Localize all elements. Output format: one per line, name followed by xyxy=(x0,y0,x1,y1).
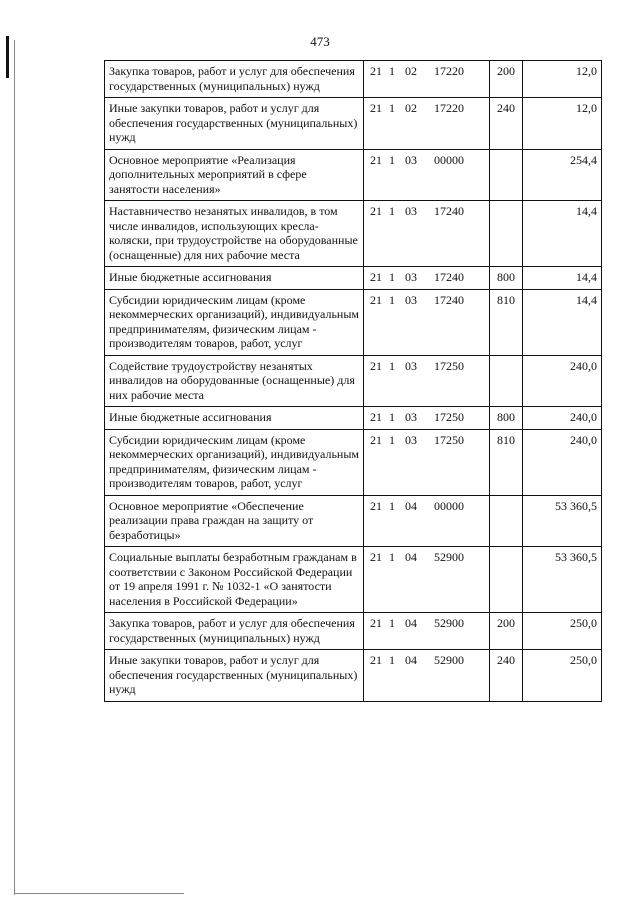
code-subprogram: 1 xyxy=(389,616,395,630)
row-expense-type: 200 xyxy=(490,61,523,98)
table-row xyxy=(105,355,602,407)
table-row xyxy=(105,613,602,650)
row-description: Содействие трудоустройству незанятых инвалидов на оборудованные (оснащенные) для них рабочие места xyxy=(105,355,364,407)
code-subprogram: 1 xyxy=(389,432,395,447)
code-event: 04 xyxy=(405,498,417,513)
table-row xyxy=(105,495,602,547)
code-subprogram: 1 xyxy=(389,101,395,115)
margin-rule xyxy=(14,40,15,895)
table-row xyxy=(105,149,602,201)
code-event: 03 xyxy=(405,358,417,373)
row-description: Закупка товаров, работ и услуг для обеспечения государственных (муниципальных) нужд xyxy=(105,613,364,650)
code-direction: 17240 xyxy=(434,292,464,307)
code-subprogram: 1 xyxy=(389,550,395,564)
row-classification-code xyxy=(364,407,490,430)
code-program: 21 xyxy=(370,653,382,667)
code-direction: 17250 xyxy=(434,410,464,424)
code-program: 21 xyxy=(370,498,382,513)
code-direction: 52900 xyxy=(434,550,464,564)
code-event: 04 xyxy=(405,616,417,630)
table-row xyxy=(105,407,602,430)
code-direction: 52900 xyxy=(434,653,464,667)
code-program: 21 xyxy=(370,550,382,564)
code-event: 03 xyxy=(405,410,417,424)
row-classification-code xyxy=(364,547,490,613)
code-subprogram: 1 xyxy=(389,64,395,78)
row-classification-code xyxy=(364,355,490,407)
row-classification-code xyxy=(364,149,490,201)
code-direction: 17240 xyxy=(434,204,464,218)
row-expense-type xyxy=(490,495,523,547)
code-direction: 52900 xyxy=(434,616,464,630)
row-description: Наставничество незанятых инвалидов, в том числе инвалидов, использующих кресла-коляски, при трудоустройстве на оборудованные (оснащенные) для них рабочие места xyxy=(105,201,364,267)
code-event: 03 xyxy=(405,152,417,167)
row-amount: 240,0 xyxy=(523,355,602,407)
row-amount: 14,4 xyxy=(523,267,602,290)
row-expense-type: 800 xyxy=(490,267,523,290)
row-classification-code xyxy=(364,429,490,495)
row-expense-type: 800 xyxy=(490,407,523,430)
row-amount: 12,0 xyxy=(523,61,602,98)
row-amount: 53 360,5 xyxy=(523,495,602,547)
row-expense-type xyxy=(490,355,523,407)
row-description: Иные закупки товаров, работ и услуг для обеспечения государственных (муниципальных) нужд xyxy=(105,98,364,150)
code-subprogram: 1 xyxy=(389,498,395,513)
row-classification-code xyxy=(364,267,490,290)
row-classification-code xyxy=(364,495,490,547)
code-direction: 00000 xyxy=(434,152,464,167)
budget-table xyxy=(104,60,602,702)
row-amount: 12,0 xyxy=(523,98,602,150)
code-program: 21 xyxy=(370,358,382,373)
row-expense-type: 240 xyxy=(490,650,523,702)
row-expense-type: 200 xyxy=(490,613,523,650)
code-program: 21 xyxy=(370,292,382,307)
code-program: 21 xyxy=(370,616,382,630)
code-direction: 17220 xyxy=(434,101,464,115)
code-direction: 17250 xyxy=(434,358,464,373)
row-amount: 14,4 xyxy=(523,289,602,355)
code-event: 02 xyxy=(405,64,417,78)
row-amount: 240,0 xyxy=(523,407,602,430)
code-program: 21 xyxy=(370,410,382,424)
code-event: 03 xyxy=(405,432,417,447)
table-row xyxy=(105,547,602,613)
code-program: 21 xyxy=(370,432,382,447)
row-description: Социальные выплаты безработным гражданам в соответствии с Законом Российской Федерации от 19 апреля 1991 г. № 1032-1 «О занятости населения в Российской Федерации» xyxy=(105,547,364,613)
code-event: 04 xyxy=(405,550,417,564)
code-event: 04 xyxy=(405,653,417,667)
row-amount: 53 360,5 xyxy=(523,547,602,613)
table-row xyxy=(105,98,602,150)
code-subprogram: 1 xyxy=(389,653,395,667)
row-expense-type: 810 xyxy=(490,429,523,495)
row-classification-code xyxy=(364,613,490,650)
table-row xyxy=(105,267,602,290)
row-expense-type xyxy=(490,149,523,201)
code-direction: 00000 xyxy=(434,498,464,513)
code-subprogram: 1 xyxy=(389,358,395,373)
code-event: 03 xyxy=(405,270,417,284)
row-classification-code xyxy=(364,201,490,267)
code-direction: 17250 xyxy=(434,432,464,447)
code-direction: 17240 xyxy=(434,270,464,284)
row-description: Основное мероприятие «Обеспечение реализации права граждан на защиту от безработицы» xyxy=(105,495,364,547)
code-subprogram: 1 xyxy=(389,410,395,424)
row-expense-type: 810 xyxy=(490,289,523,355)
row-classification-code xyxy=(364,98,490,150)
code-event: 03 xyxy=(405,204,417,218)
table-row xyxy=(105,289,602,355)
row-description: Иные закупки товаров, работ и услуг для обеспечения государственных (муниципальных) нужд xyxy=(105,650,364,702)
row-amount: 14,4 xyxy=(523,201,602,267)
row-expense-type xyxy=(490,547,523,613)
row-description: Основное мероприятие «Реализация дополнительных мероприятий в сфере занятости населения» xyxy=(105,149,364,201)
page-number: 473 xyxy=(310,34,330,49)
code-program: 21 xyxy=(370,270,382,284)
row-amount: 254,4 xyxy=(523,149,602,201)
row-description: Субсидии юридическим лицам (кроме некоммерческих организаций), индивидуальным предпринимателям, физическим лицам - производителям товаров, работ, услуг xyxy=(105,289,364,355)
row-description: Иные бюджетные ассигнования xyxy=(105,267,364,290)
code-program: 21 xyxy=(370,64,382,78)
table-row xyxy=(105,201,602,267)
row-amount: 250,0 xyxy=(523,613,602,650)
table-row xyxy=(105,429,602,495)
row-classification-code xyxy=(364,61,490,98)
code-event: 03 xyxy=(405,292,417,307)
code-direction: 17220 xyxy=(434,64,464,78)
row-amount: 240,0 xyxy=(523,429,602,495)
table-row xyxy=(105,61,602,98)
table-row xyxy=(105,650,602,702)
row-classification-code xyxy=(364,289,490,355)
row-amount: 250,0 xyxy=(523,650,602,702)
row-classification-code xyxy=(364,650,490,702)
code-program: 21 xyxy=(370,152,382,167)
row-description: Иные бюджетные ассигнования xyxy=(105,407,364,430)
code-subprogram: 1 xyxy=(389,292,395,307)
row-description: Субсидии юридическим лицам (кроме некоммерческих организаций), индивидуальным предпринимателям, физическим лицам - производителям товаров, работ, услуг xyxy=(105,429,364,495)
code-subprogram: 1 xyxy=(389,270,395,284)
code-program: 21 xyxy=(370,101,382,115)
code-subprogram: 1 xyxy=(389,152,395,167)
row-expense-type xyxy=(490,201,523,267)
code-program: 21 xyxy=(370,204,382,218)
code-subprogram: 1 xyxy=(389,204,395,218)
footer-rule xyxy=(14,893,184,894)
code-event: 02 xyxy=(405,101,417,115)
row-description: Закупка товаров, работ и услуг для обеспечения государственных (муниципальных) нужд xyxy=(105,61,364,98)
row-expense-type: 240 xyxy=(490,98,523,150)
